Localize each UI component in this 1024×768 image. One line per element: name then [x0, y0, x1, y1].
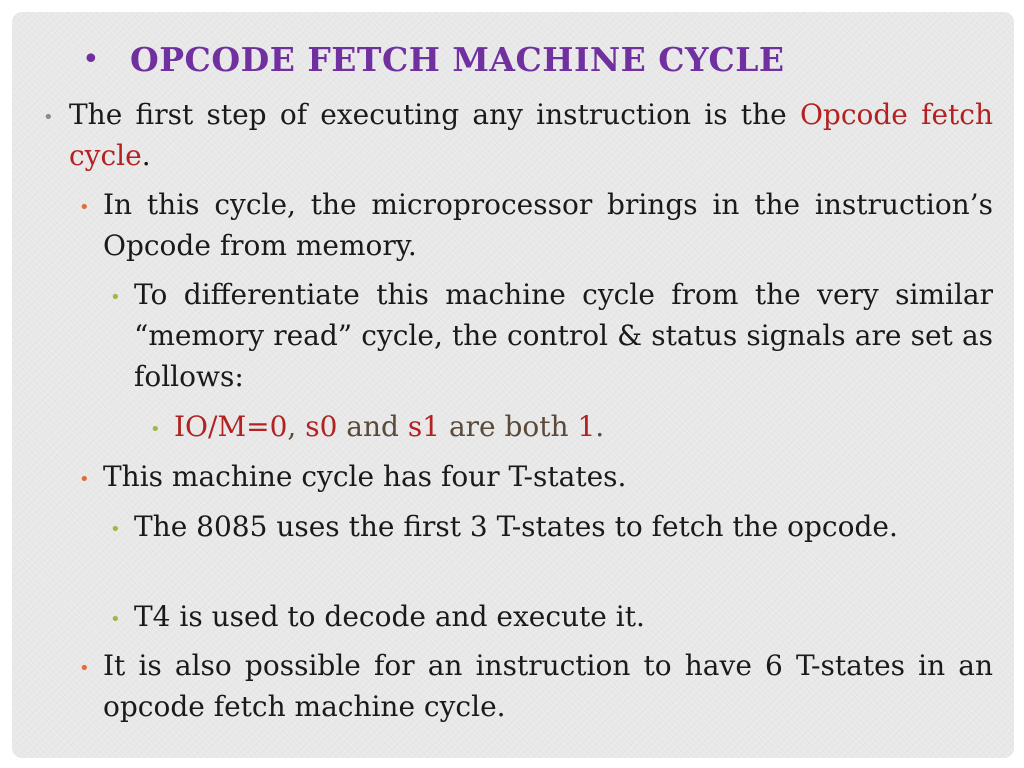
list-item-text: The 8085 uses the first 3 T-states to fetch the opcode. — [134, 510, 898, 543]
list-item-text: In this cycle, the microprocessor brings in the instruction’s Opcode from memory. — [103, 188, 993, 262]
list-item-text: . — [595, 410, 605, 443]
bullet-level4-dot: • — [150, 419, 161, 440]
list-item-text: This machine cycle has four T-states. — [103, 460, 627, 493]
list-item-text: and — [337, 410, 408, 443]
list-item-text: It is also possible for an instruction to have 6 T-states in an opcode fetch machine cycle. — [103, 649, 993, 723]
bullet-level2-dot: • — [79, 197, 90, 218]
list-item — [103, 645, 993, 727]
list-item — [103, 456, 993, 497]
list-item-text: , — [287, 410, 306, 443]
slide-title — [82, 34, 785, 84]
signal-s0: s0 — [305, 410, 338, 443]
list-item — [134, 596, 993, 637]
list-item-text: are both — [440, 410, 578, 443]
signal-s1: s1 — [407, 410, 441, 443]
signal-value: 1 — [577, 410, 596, 443]
title-bullet: • — [82, 41, 100, 77]
bullet-level2-dot: • — [79, 658, 90, 679]
bullet-level3-dot: • — [110, 519, 121, 540]
bullet-level3-dot: • — [110, 287, 121, 308]
bullet-level3-dot: • — [110, 609, 121, 630]
opcode-fetch-highlight: Opcode fetch cycle — [69, 98, 994, 172]
list-item-text: The first step of executing any instruction is the — [69, 98, 787, 131]
list-item — [134, 506, 993, 547]
bullet-level1-dot: • — [43, 107, 54, 128]
list-item — [174, 406, 993, 447]
signal-iom: IO/M=0 — [174, 410, 288, 443]
title-text: OPCODE FETCH MACHINE CYCLE — [130, 39, 785, 79]
list-item — [69, 94, 993, 176]
bullet-level2-dot: • — [79, 469, 90, 490]
list-item — [103, 184, 993, 266]
list-item-text: To differentiate this machine cycle from the very similar “memory read” cycle, the control & status signals are set as follows: — [134, 278, 993, 393]
list-item-text: . — [141, 139, 151, 172]
list-item — [134, 274, 993, 397]
list-item-text: T4 is used to decode and execute it. — [134, 600, 645, 633]
slide — [12, 12, 1014, 758]
